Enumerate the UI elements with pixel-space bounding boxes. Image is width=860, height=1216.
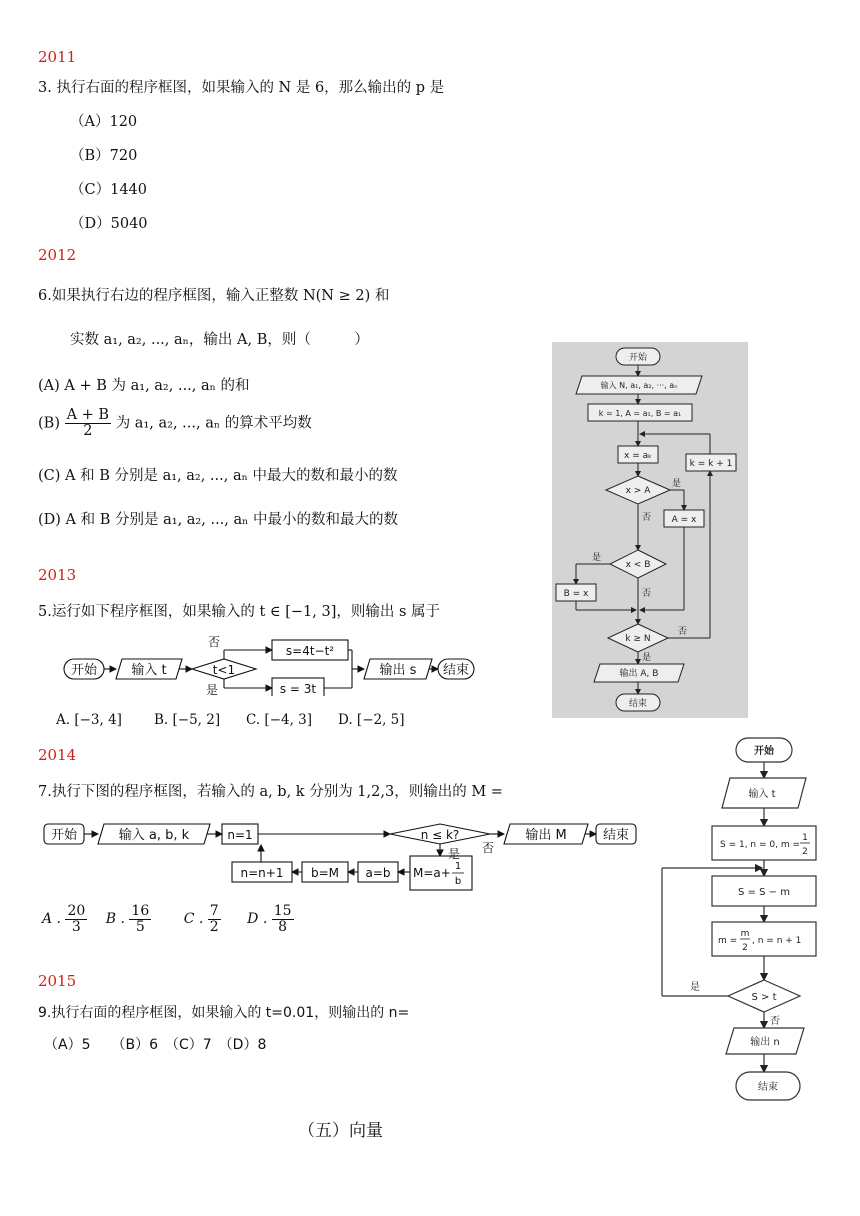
year-2014: 2014 [38, 746, 77, 764]
flow2015-input-text: 输入 t [748, 789, 776, 800]
flow2014-cond-text: n ≤ k? [420, 828, 460, 842]
flow2012-output-text: 输出 A, B [619, 669, 659, 679]
option-b-text: 为 a₁, a₂, ..., aₙ 的算术平均数 [115, 415, 312, 432]
flow2015-step2-pre: m = [718, 936, 738, 946]
flow2014-start-text: 开始 [50, 828, 78, 843]
option-d-2011: （D）5040 [70, 216, 148, 232]
flow2013-yes: 是 [206, 683, 219, 696]
flow2012-start-text: 开始 [628, 353, 648, 363]
flow2013-s1-text: s=4t−t² [285, 644, 335, 658]
flow2013-output-text: 输出 s [379, 663, 417, 678]
option-c-2013: C. [−4, 3] [246, 712, 313, 728]
flow2015-init-num: 1 [802, 833, 808, 843]
flow2015-yes: 是 [690, 982, 700, 993]
option-c-2014 [183, 903, 225, 935]
flow2014-inc-text: n=n+1 [240, 866, 284, 880]
flow2012-yes1: 是 [672, 479, 682, 489]
option-b-label: B . [105, 911, 125, 928]
option-d-2014 [247, 903, 293, 935]
flow2012-set-b-text: B = x [563, 589, 589, 599]
flow2015-cond-text: S > t [751, 992, 777, 1003]
option-a-2011: （A）120 [70, 114, 138, 130]
option-a-2013: A. [−3, 4] [56, 712, 122, 728]
flow2015-init-den: 2 [802, 847, 808, 857]
option-b-den: 5 [135, 918, 145, 935]
option-b-label: (B) [38, 415, 60, 432]
option-d-label: D . [247, 911, 268, 928]
flow2013-end-text: 结束 [442, 663, 470, 678]
flow2012-assign-text: x = aₖ [624, 451, 652, 461]
question-2014: 7.执行下图的程序框图，若输入的 a, b, k 分别为 1,2,3，则输出的 M = [38, 784, 503, 800]
flow2014-init-text: n=1 [227, 828, 253, 842]
flow2015-init-text: S = 1, n = 0, m = [720, 840, 801, 850]
flow2012-cond3-text: k ≥ N [625, 634, 651, 644]
flow2015-step2-post: , n = n + 1 [752, 936, 802, 946]
fraction-numerator: A + B [66, 407, 110, 423]
option-a-num: 20 [67, 903, 86, 919]
option-d-den: 8 [278, 918, 288, 935]
option-a-2012: (A) A + B 为 a₁, a₂, ..., aₙ 的和 [38, 378, 250, 394]
flow2012-cond2-text: x < B [625, 560, 651, 570]
flow2012-cond1-text: x > A [625, 486, 651, 496]
option-b-2013: B. [−5, 2] [154, 712, 221, 728]
flow2012-yes2: 是 [592, 553, 602, 563]
flow2015-end-text: 结束 [758, 1082, 778, 1093]
option-c-label: C . [183, 911, 204, 928]
option-b-2014 [105, 903, 156, 935]
year-2011: 2011 [38, 48, 77, 66]
flow2013-start-text: 开始 [70, 663, 98, 678]
flow2015-step1-text: S = S − m [738, 887, 790, 898]
flow2012-no3: 否 [678, 627, 688, 637]
flow2014-calc-num: 1 [454, 861, 462, 872]
flow2014-no: 否 [482, 841, 495, 855]
flowchart-2015 [656, 732, 856, 1112]
option-d-2013: D. [−2, 5] [338, 712, 405, 728]
flow2014-calc-den: b [454, 876, 462, 887]
flow2015-step2-den: 2 [742, 943, 748, 953]
option-d-num: 15 [273, 903, 292, 919]
flow2012-end-text: 结束 [628, 699, 648, 709]
flow2013-cond-text: t<1 [212, 663, 236, 677]
fraction-denominator: 2 [83, 423, 93, 440]
option-c-2012: (C) A 和 B 分别是 a₁, a₂, ..., aₙ 中最大的数和最小的数 [38, 468, 398, 484]
year-2015: 2015 [38, 972, 77, 990]
option-a-label: A . [42, 911, 62, 928]
flow2013-no: 否 [208, 635, 221, 649]
flowchart-2012-photo [552, 342, 748, 718]
flow2012-init-text: k = 1, A = a₁, B = a₁ [598, 409, 682, 418]
flow2015-no: 否 [770, 1016, 780, 1027]
option-b-num: 16 [131, 903, 150, 919]
flow2013-input-text: 输入 t [131, 663, 167, 678]
option-a-2014 [42, 903, 92, 935]
flow2015-output-text: 输出 n [750, 1037, 780, 1048]
flow2014-calc-text: M=a+ [413, 866, 451, 880]
flow2012-set-a-text: A = x [671, 515, 697, 525]
flow2012-inc-text: k = k + 1 [689, 459, 733, 469]
option-b-fraction [65, 408, 112, 439]
flow2015-start-text: 开始 [754, 746, 774, 757]
year-2013: 2013 [38, 566, 77, 584]
option-c-num: 7 [209, 903, 219, 919]
option-b-2012 [38, 408, 312, 439]
flow2012-input-text: 输入 N, a₁, a₂, ···, aₙ [600, 381, 678, 390]
flow2014-yes: 是 [448, 847, 461, 861]
question-2011: 3. 执行右面的程序框图，如果输入的 N 是 6，那么输出的 p 是 [38, 80, 445, 96]
options-2014 [42, 904, 294, 934]
option-c-den: 2 [209, 918, 219, 935]
flow2013-s2-text: s = 3t [279, 682, 317, 696]
flow2012-no1: 否 [642, 513, 652, 523]
option-a-den: 3 [71, 918, 81, 935]
section-title: （五）向量 [298, 1121, 383, 1141]
flow2014-input-text: 输入 a, b, k [118, 828, 190, 843]
flow2014-set-b-text: b=M [310, 866, 340, 880]
flow2012-no2: 否 [642, 589, 652, 599]
flow2014-end-text: 结束 [602, 828, 630, 843]
flowchart-2014 [40, 818, 640, 894]
flow2015-step2-num: m [740, 929, 750, 939]
question-2012-line1: 6.如果执行右边的程序框图，输入正整数 N(N ≥ 2) 和 [38, 288, 390, 304]
question-2013: 5.运行如下程序框图，如果输入的 t ∈ [−1, 3]，则输出 s 属于 [38, 604, 441, 620]
option-c-2011: （C）1440 [70, 182, 147, 198]
options-2015: （A）5 （B）6 （C）7 （D）8 [44, 1037, 267, 1053]
question-2012-line2: 实数 a₁, a₂, ..., aₙ，输出 A, B，则（ ） [70, 332, 369, 348]
flowchart-2013 [60, 634, 480, 696]
option-b-2011: （B）720 [70, 148, 138, 164]
flow2014-set-a-text: a=b [365, 866, 391, 880]
flow2014-output-text: 输出 M [525, 828, 567, 843]
option-d-2012: (D) A 和 B 分别是 a₁, a₂, ..., aₙ 中最小的数和最大的数 [38, 512, 399, 528]
question-2015: 9.执行右面的程序框图，如果输入的 t=0.01，则输出的 n= [38, 1005, 410, 1021]
year-2012: 2012 [38, 246, 77, 264]
flow2012-yes3: 是 [642, 653, 652, 663]
